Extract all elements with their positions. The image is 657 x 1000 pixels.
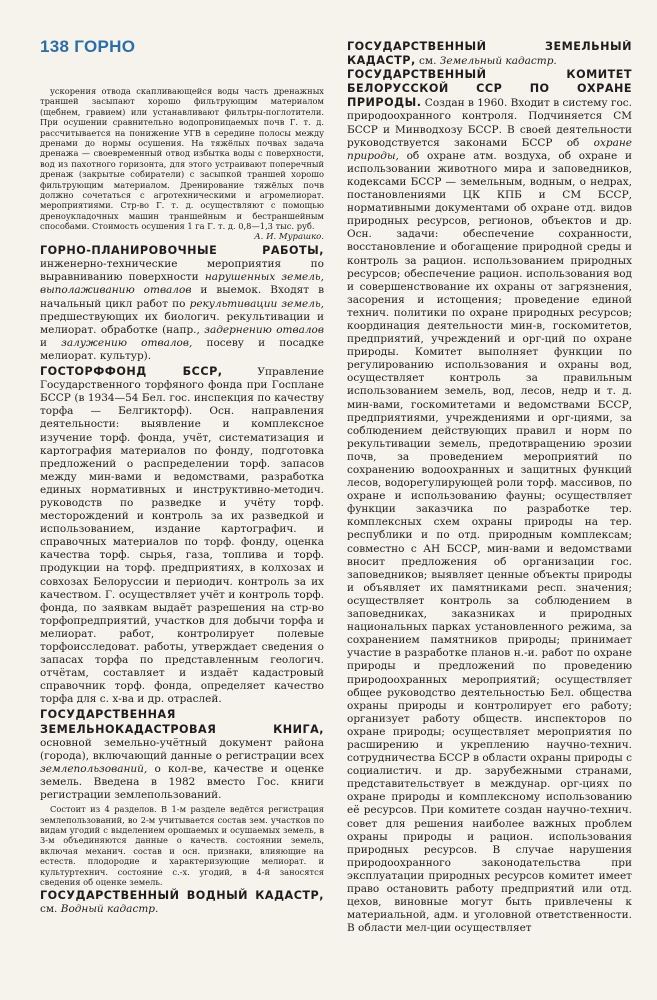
page-header (40, 37, 135, 57)
entry-zemelnokadastrovaya-kniga: ГОСУДАРСТВЕННАЯ ЗЕМЕЛЬНОКАДАСТРОВАЯ КНИГА, основной земельно-учётный документ района (города), включающий данные о регистрации всех землепользований, о кол-ве, качестве и оценке земель. Введена в 1982 вместо Гос. книги регистрации землепользований. (40, 708, 324, 802)
running-head: ГОРНО (74, 37, 136, 56)
left-column (40, 86, 324, 980)
entry-zemelny-kadastr: ГОСУДАРСТВЕННЫЙ ЗЕМЕЛЬНЫЙ КАДАСТР, см. Земельный кадастр. (347, 40, 632, 68)
entry-headword: ГОСУДАРСТВЕННЫЙ ВОДНЫЙ КАДАСТР, (40, 889, 324, 903)
entry-goskomitet-okhrana-prirody: ГОСУДАРСТВЕННЫЙ КОМИТЕТ БЕЛОРУССКОЙ ССР ПО ОХРАНЕ ПРИРОДЫ. Создан в 1960. Входит в систему гос. природоохранного контроля. Подчиняется СМ БССР и Минводхозу БССР. В своей деятельности руководствуется законами БССР об охране природы, об охране атм. воздуха, об охране и использовании животного мира и заповедников, кодексами БССР — земельным, водным, о недрах, постановлениями ЦК КПБ и СМ БССР, нормативными документами об охране отд. видов природных ресурсов, регионов, объектов и др. Осн. задачи: обеспечение сохранности, восстановление и обогащение природной среды и контроль за рацион. использованием природных ресурсов; обеспечение рацион. использования вод и совершенствование их охраны от загрязнения, засорения и истощения; проведение единой технич. политики по охране природных ресурсов; координация деятельности мин-в, госкомитетов, предприятий, учреждений и орг-ций по охране природы. Комитет выполняет функции по регулированию использования и охраны вод, осуществляет контроль за правильным использованием земель, вод, лесов, недр и т. д. мин-вами, госкомитетами и ведомствами БССР, предприятиями, учреждениями и орг-циями, за соблюдением действующих правил и норм по рекультивации земель, предотвращению эрозии почв, за проведением мероприятий по сохранению водоохранных и защитных функций лесов, водорегулирующей роли торф. массивов, по охране и использованию фауны; осуществляет функции заказчика по разработке тер. комплексных схем охраны природы на тер. республики и по отд. природным комплексам; совместно с АН БССР, мин-вами и ведомствами вносит предложения об организации гос. заповедников; выявляет ценные объекты природы и объявляет их памятниками респ. значения; осуществляет контроль за соблюдением в заповедниках, заказниках и природных национальных парках установленного режима, за сохранением памятников природы; принимает участие в разработке планов н.-и. работ по охране природы и предложений по проведению природоохранных мероприятий; осуществляет общее руководство деятельностью Бел. общества охраны природы и контролирует его работу; организует работу обществ. инспекторов по охране природы; осуществляет мероприятия по расширению и укреплению научно-технич. сотрудничества БССР в области охраны природы с социалистич. и др. зарубежными странами, представительствует в междунар. орг-циях по охране природы и комплексному использованию её ресурсов. При комитете создан научно-технич. совет для решения наиболее важных проблем охраны природы и рацион. использования природных ресурсов. В случае нарушения природоохранного законодательства при эксплуатации природных ресурсов комитет имеет право остановить работу предприятий или отд. цехов, виновные могут быть привлечены к материальной, адм. и уголовной ответственности. В области мел-ции осуществляет (347, 68, 632, 935)
entry-vodny-kadastr: ГОСУДАРСТВЕННЫЙ ВОДНЫЙ КАДАСТР, см. Водный кадастр. (40, 889, 324, 916)
page-number: 138 (40, 37, 70, 56)
right-column (347, 40, 632, 980)
intro-author: А. И. Мурашко. (254, 231, 324, 242)
intro-text: ускорения отвода скапливающейся воды часть дренажных траншей засыпают хорошо фильтрующим материалом (щебнем, гравием) или устанавливают фильтры-поглотители. При осушении сравнительно водопроницаемых почв Г. т. д. рассчитывается на понижение УГВ в середине полосы между дренами до нормы осушения. На тяжёлых почвах задача дренажа — своевременный отвод избытка воды с поверхности, вод из пахотного горизонта, для этого устраивают поперечный дренаж (закрытые собиратели) с засыпкой траншей хорошо фильтрующим материалом. Дренирование тяжёлых почв должно сочетаться с агротехническими и агромелиорат. мероприятиями. Стр-во Г. т. д. осуществляют с помощью дреноукладочных машин траншейным и бестраншейным способами. Стоимость осушения 1 га Г. т. д. 0,8—1,3 тыс. руб. (40, 86, 324, 232)
entry-headword: ГОСТОРФФОНД БССР, (40, 365, 223, 379)
entry-small-print: Состоит из 4 разделов. В 1-м разделе ведётся регистрация землепользований, во 2-м учитывается состав зем. участков по видам угодий с выделением орошаемых и осушаемых земель, в 3-м объединяются данные о качеств. состоянии земель, включая механич. состав и осн. признаки, влияющие на естеств. плодородие и характеризующие мелиорат. и культуртехнич. состояние с.-х. угодий, в 4-й заносятся сведения об оценке земель. (40, 804, 324, 887)
entry-headword: ГОСУДАРСТВЕННЫЙ КОМИТЕТ БЕЛОРУССКОЙ ССР ПО ОХРАНЕ ПРИРОДЫ. (347, 68, 632, 110)
entry-gorno-planirovochnye: ГОРНО-ПЛАНИРОВОЧНЫЕ РАБОТЫ, инженерно-технические мероприятия по выравниванию поверхности нарушенных земель, выполаживанию отвалов и выемок. Входят в начальный цикл работ по рекультивации земель, предшествующих их биологич. рекультивации и мелиорат. обработке (напр., задернению отвалов и залужению отвалов, посеву и посадке мелиорат. культур). (40, 244, 324, 362)
entry-headword: ГОСУДАРСТВЕННЫЙ ЗЕМЕЛЬНЫЙ КАДАСТР, (347, 40, 632, 68)
entry-headword: ГОСУДАРСТВЕННАЯ ЗЕМЕЛЬНОКАДАСТРОВАЯ КНИГА, (40, 708, 324, 736)
entry-gostorfffond: ГОСТОРФФОНД БССР, Управление Государственного торфяного фонда при Госплане БССР (в 1934—54 Бел. гос. инспекция по качеству торфа — Белгикторф). Осн. направления деятельности: выявление и комплексное изучение торф. фонда, учёт, систематизация и картография материалов по фонду, подготовка предложений о распределении торф. запасов между мин-вами и ведомствами, разработка единых нормативных и инструктивно-методич. руководств по разведке и учёту торф. месторождений и контроль за их разведкой и использованием, издание картографич. и справочных материалов по торф. фонду, оценка качества торф. сырья, газа, топлива и торф. продукции на торф. предприятиях, в колхозах и совхозах Белоруссии и периодич. контроль за их качеством. Г. осуществляет учёт и контроль торф. фонда, по заявкам выдаёт разрешения на стр-во торфопредприятий, участков для добычи торфа и мелиорат. работ, контролирует полевые торфоисследоват. работы, утверждает сведения о запасах торфа по представленным геологич. отчётам, составляет и издаёт кадастровый справочник торф. фонда, определяет качество торфа для с. х-ва и др. отраслей. (40, 365, 324, 706)
entry-headword: ГОРНО-ПЛАНИРОВОЧНЫЕ РАБОТЫ, (40, 244, 324, 258)
